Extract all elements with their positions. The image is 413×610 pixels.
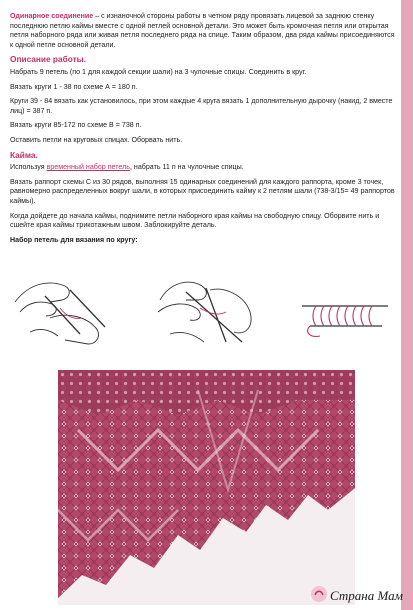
logo-text: Страна Мам xyxy=(330,588,403,603)
border-step-1-post: , набрать 11 п на чулочные спицы. xyxy=(129,163,244,172)
border-heading: Кайма. xyxy=(10,149,38,160)
work-step-2: Вязать круги 1 - 38 по схеме А = 180 п. xyxy=(10,82,138,91)
border-step-1 xyxy=(10,163,395,173)
work-description-heading: Описание работы. xyxy=(10,54,87,65)
work-step-3: Круги 39 - 84 вязать как установилось, при этом каждые 4 круга вязать 1 дополнительную дырочку (накид, 2 вместе лиц) = 387 п. xyxy=(10,97,393,115)
provisional-cast-on-link[interactable]: временный набор петель xyxy=(46,163,130,172)
work-step-4: Вязать круги 85-172 по схеме В = 738 п. xyxy=(10,121,142,130)
single-join-paragraph xyxy=(10,12,395,50)
site-logo xyxy=(310,585,405,605)
article-text xyxy=(10,12,395,248)
border-step-3: Когда дойдете до начала каймы, поднимите петли наборного края каймы на свободную спицу. Оборвите нить и сшейте края каймы трикотажным швом. Заблокируйте деталь. xyxy=(10,211,380,230)
knitted-lace-photo xyxy=(58,370,355,605)
single-join-text: – с изнаночной стороны работы в четном ряду провязать лицевой за заднюю стенку последнюю петлю каймы вместе с одной петлей основной детали. Это может быть кромочная петля или открытая петля наборного ряда или живая петля последнего ряда на спице. Таким образом, два ряда каймы присоединяются к одной петле основной детали. xyxy=(10,12,395,49)
hands-knitting-illustration-2 xyxy=(158,282,251,342)
hands-knitting-illustration xyxy=(15,283,105,344)
side-stripe xyxy=(401,0,413,610)
cast-on-subheading: Набор петель для вязания по кругу: xyxy=(10,235,138,244)
logo-icon xyxy=(310,585,328,603)
cast-on-illustrations xyxy=(10,272,395,352)
work-step-1: Набрать 9 петель (по 1 для каждой секции шали) на 3 чулочные спицы. Соединить в круг. xyxy=(10,67,307,76)
border-step-1-pre: Используя xyxy=(10,163,47,172)
border-step-2: Вязать раппорт схемы С из 30 рядов, выполняя 15 одинарных соединений для каждого раппорта, кроме 3 точек, равномерно распределенных вокруг шали, в которых присоединить кайму к 2 петлям шали (738-3/15= 49 раппортов каймы). xyxy=(10,177,395,205)
single-join-term: Одинарное соединение xyxy=(10,12,94,20)
needle-loops-illustration xyxy=(302,306,388,336)
work-step-5: Оставить петли на круговых спицах. Оборвать нить. xyxy=(10,135,183,144)
